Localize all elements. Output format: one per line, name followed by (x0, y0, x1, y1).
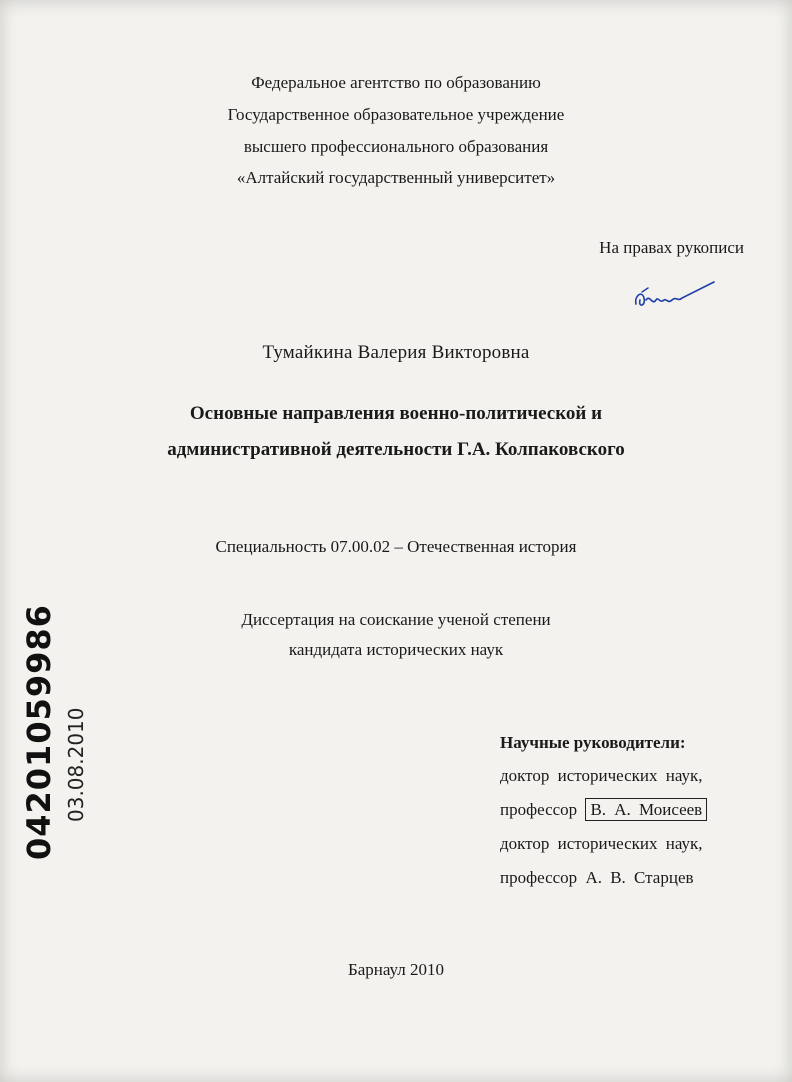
specialty: Специальность 07.00.02 – Отечественная история (215, 537, 577, 556)
degree-line-2: кандидата исторических наук (288, 640, 504, 659)
header-level: высшего профессионального образования (243, 137, 549, 156)
header-org: Федеральное агентство по образованию (251, 73, 541, 92)
thesis-title-line-1: Основные направления военно-политической и (189, 403, 603, 424)
advisor-2-name: А. В. Старцев (585, 868, 694, 887)
advisor-2-degree: доктор исторических наук, (500, 834, 703, 853)
advisor-1-degree: доктор исторических наук, (500, 766, 703, 785)
advisors-heading: Научные руководители: (500, 733, 686, 752)
library-stamp-code: 04201059986 (20, 604, 58, 860)
advisors-block (500, 733, 707, 902)
advisor-1-title: профессор (500, 800, 578, 819)
handwritten-signature (628, 278, 718, 318)
advisor-2-title: профессор (500, 868, 578, 887)
city-year: Барнаул 2010 (347, 960, 445, 979)
author-name: Тумайкина Валерия Викторовна (262, 342, 530, 363)
degree-line-1: Диссертация на соискание ученой степени (241, 610, 551, 629)
advisor-2 (500, 868, 707, 888)
library-stamp-date: 03.08.2010 (64, 707, 88, 822)
header-institution: Государственное образовательное учреждение (227, 105, 565, 124)
advisor-1 (500, 800, 707, 820)
thesis-title-line-2: административной деятельности Г.А. Колпаковского (167, 439, 625, 460)
advisor-1-name: В. А. Моисеев (585, 798, 707, 821)
manuscript-note: На правах рукописи (599, 238, 744, 257)
header-university: «Алтайский государственный университет» (236, 168, 556, 187)
